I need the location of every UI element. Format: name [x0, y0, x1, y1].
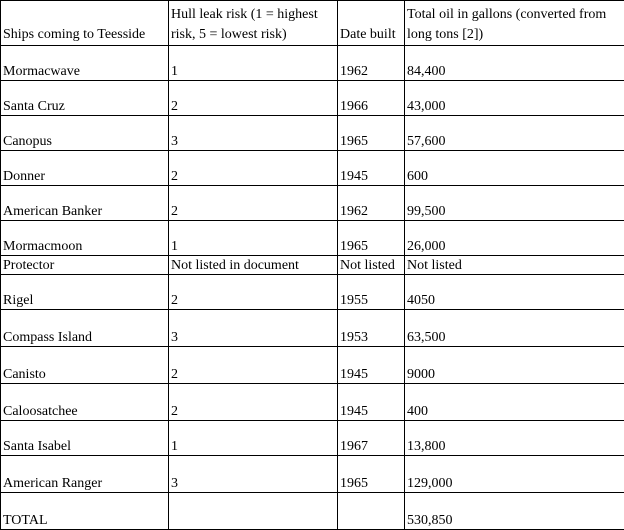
ship-name: Donner — [1, 151, 169, 186]
table-row — [1, 456, 624, 493]
table-row — [1, 186, 624, 221]
oil-gallons: 26,000 — [405, 221, 624, 256]
header-total-oil: Total oil in gallons (converted from long tons [2]) — [405, 1, 624, 46]
table-row — [1, 116, 624, 151]
table-row — [1, 81, 624, 116]
ship-name: Mormacmoon — [1, 221, 169, 256]
total-empty-cell — [338, 493, 405, 530]
hull-leak-risk: 2 — [169, 186, 338, 221]
hull-leak-risk: 3 — [169, 310, 338, 347]
total-row — [1, 493, 624, 530]
date-built: 1955 — [338, 275, 405, 310]
hull-leak-risk: 2 — [169, 275, 338, 310]
date-built: Not listed — [338, 256, 405, 275]
header-date-built: Date built — [338, 1, 405, 46]
table-row — [1, 275, 624, 310]
ship-name: American Banker — [1, 186, 169, 221]
hull-leak-risk: 1 — [169, 421, 338, 456]
date-built: 1945 — [338, 151, 405, 186]
table-row — [1, 46, 624, 81]
oil-gallons: 84,400 — [405, 46, 624, 81]
hull-leak-risk: 3 — [169, 456, 338, 493]
oil-gallons: 99,500 — [405, 186, 624, 221]
oil-gallons: 9000 — [405, 347, 624, 384]
ship-name: Caloosatchee — [1, 384, 169, 421]
date-built: 1962 — [338, 46, 405, 81]
table-row — [1, 421, 624, 456]
ship-name: Canopus — [1, 116, 169, 151]
header-ship: Ships coming to Teesside — [1, 1, 169, 46]
header-hull-leak-risk: Hull leak risk (1 = highest risk, 5 = lowest risk) — [169, 1, 338, 46]
hull-leak-risk: Not listed in document — [169, 256, 338, 275]
oil-gallons: 600 — [405, 151, 624, 186]
ship-name: Compass Island — [1, 310, 169, 347]
oil-gallons: 400 — [405, 384, 624, 421]
oil-gallons: Not listed — [405, 256, 624, 275]
hull-leak-risk: 2 — [169, 347, 338, 384]
total-oil-gallons: 530,850 — [405, 493, 624, 530]
oil-gallons: 57,600 — [405, 116, 624, 151]
ship-name: American Ranger — [1, 456, 169, 493]
total-empty-cell — [169, 493, 338, 530]
date-built: 1965 — [338, 456, 405, 493]
table-row — [1, 151, 624, 186]
table-row — [1, 256, 624, 275]
hull-leak-risk: 1 — [169, 221, 338, 256]
date-built: 1945 — [338, 347, 405, 384]
hull-leak-risk: 2 — [169, 151, 338, 186]
ship-name: Santa Isabel — [1, 421, 169, 456]
oil-gallons: 13,800 — [405, 421, 624, 456]
ship-name: Rigel — [1, 275, 169, 310]
ship-name: Santa Cruz — [1, 81, 169, 116]
oil-gallons: 43,000 — [405, 81, 624, 116]
table-row — [1, 384, 624, 421]
date-built: 1967 — [338, 421, 405, 456]
oil-gallons: 4050 — [405, 275, 624, 310]
ship-name: Protector — [1, 256, 169, 275]
hull-leak-risk: 2 — [169, 81, 338, 116]
ship-name: Canisto — [1, 347, 169, 384]
table-row — [1, 347, 624, 384]
hull-leak-risk: 2 — [169, 384, 338, 421]
table-row — [1, 310, 624, 347]
oil-gallons: 129,000 — [405, 456, 624, 493]
oil-gallons: 63,500 — [405, 310, 624, 347]
hull-leak-risk: 1 — [169, 46, 338, 81]
total-label: TOTAL — [1, 493, 169, 530]
date-built: 1945 — [338, 384, 405, 421]
date-built: 1953 — [338, 310, 405, 347]
date-built: 1965 — [338, 116, 405, 151]
date-built: 1965 — [338, 221, 405, 256]
date-built: 1962 — [338, 186, 405, 221]
table-row — [1, 221, 624, 256]
ship-name: Mormacwave — [1, 46, 169, 81]
hull-leak-risk: 3 — [169, 116, 338, 151]
date-built: 1966 — [338, 81, 405, 116]
header-row — [1, 1, 624, 46]
